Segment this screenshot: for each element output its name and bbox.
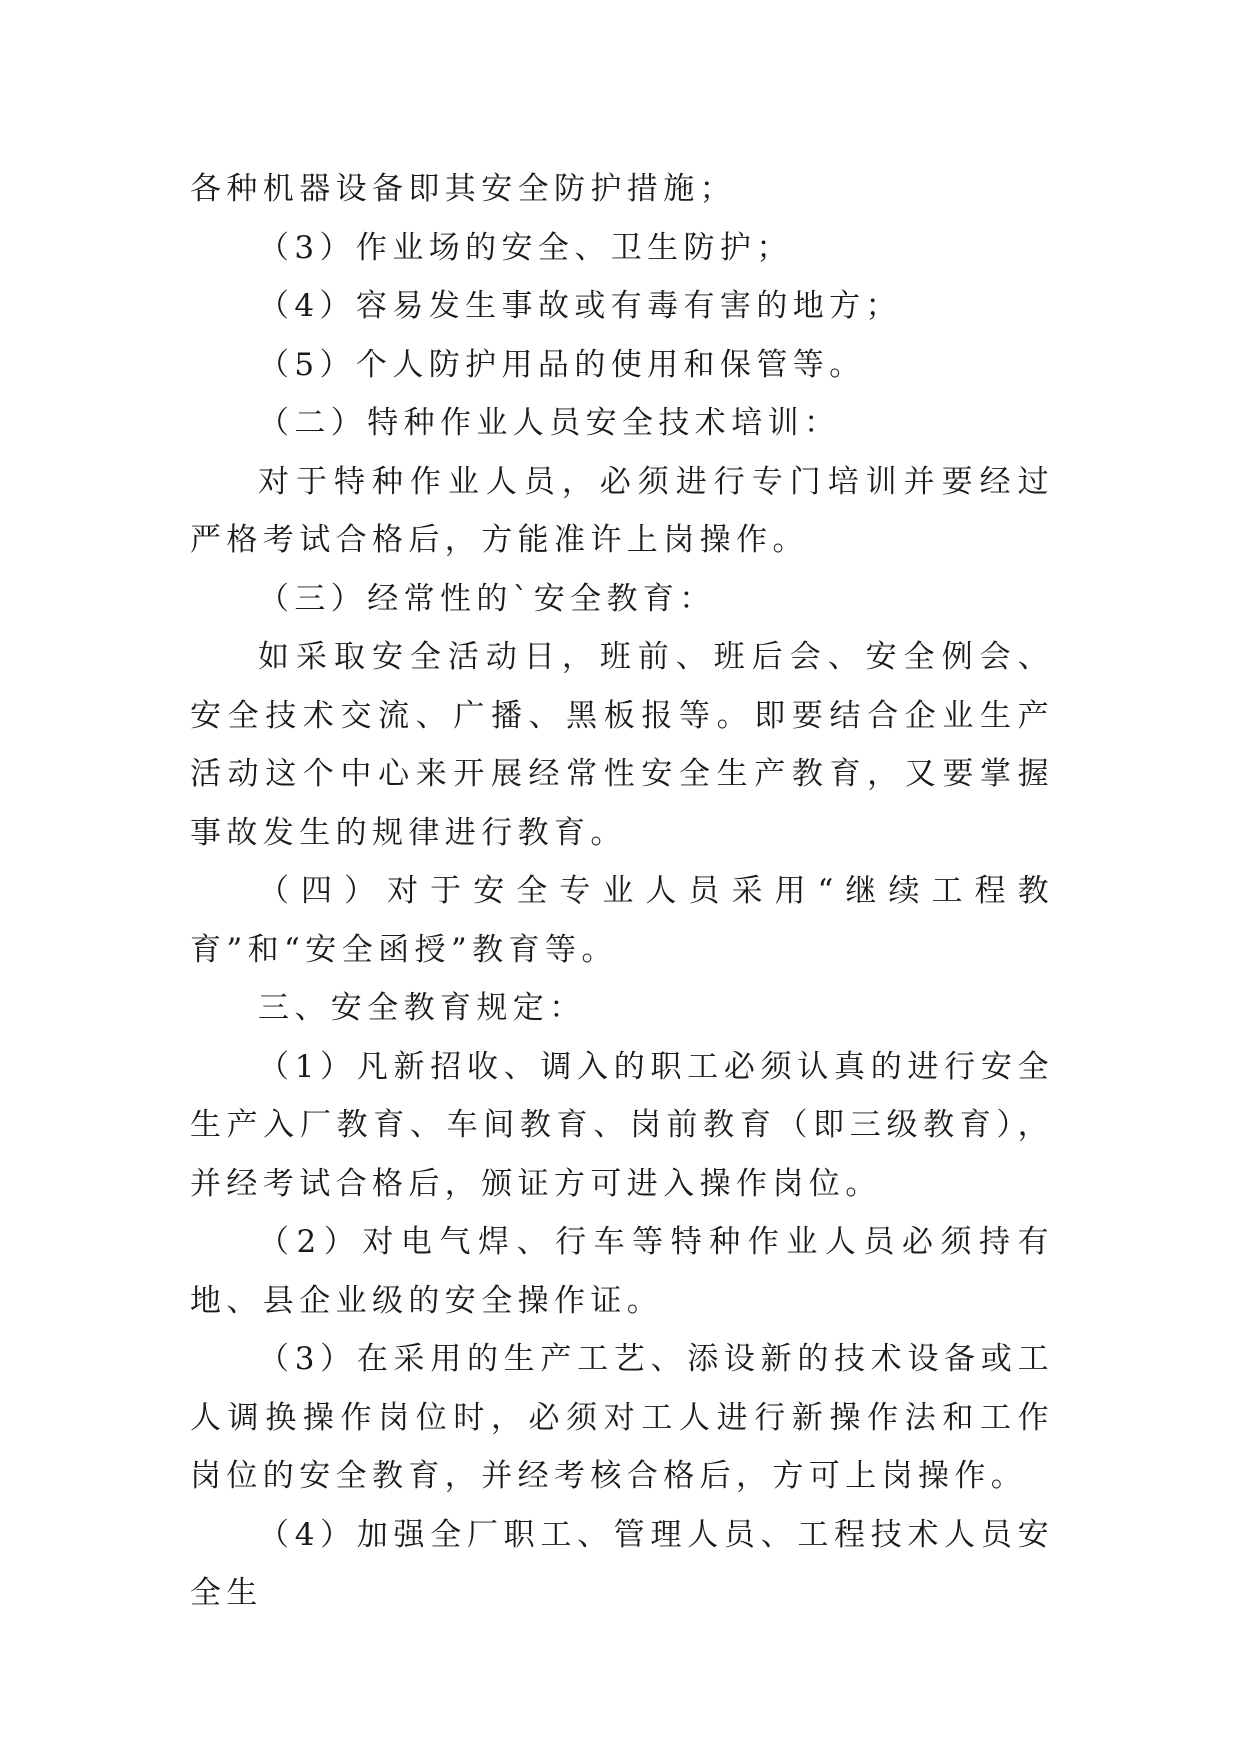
paragraph-continuation: 各种机器设备即其安全防护措施； bbox=[190, 171, 736, 207]
paragraph-item-3: （3）作业场的安全、卫生防护； bbox=[258, 229, 793, 266]
section-heading-regular-education: （三）经常性的`安全教育： bbox=[258, 580, 716, 617]
regulation-item-4: （4）加强全厂职工、管理人员、工程技术人员安全生 bbox=[190, 1516, 1054, 1611]
paragraph-special-training: 对于特种作业人员，必须进行专门培训并要经过严格考试合格后，方能准许上岗操作。 bbox=[190, 463, 1054, 558]
paragraph-safety-professionals: （四）对于安全专业人员采用“继续工程教育”和“安全函授”教育等。 bbox=[190, 873, 1054, 968]
paragraph-item-5: （5）个人防护用品的使用和保管等。 bbox=[258, 346, 866, 383]
section-heading-regulations: 三、安全教育规定： bbox=[258, 990, 586, 1026]
regulation-item-3: （3）在采用的生产工艺、添设新的技术设备或工人调换操作岗位时，必须对工人进行新操作法和工作岗位的安全教育，并经考核合格后，方可上岗操作。 bbox=[190, 1341, 1054, 1494]
paragraph-item-4: （4）容易发生事故或有毒有害的地方； bbox=[258, 288, 902, 324]
regulation-item-2: （2）对电气焊、行车等特种作业人员必须持有地、县企业级的安全操作证。 bbox=[190, 1224, 1054, 1319]
document-body bbox=[190, 160, 1054, 1623]
regulation-item-1: （1）凡新招收、调入的职工必须认真的进行安全生产入厂教育、车间教育、岗前教育（即三级教育），并经考试合格后，颁证方可进入操作岗位。 bbox=[190, 1048, 1054, 1202]
section-heading-special-training: （二）特种作业人员安全技术培训： bbox=[258, 405, 841, 441]
paragraph-regular-education: 如采取安全活动日，班前、班后会、安全例会、安全技术交流、广播、黑板报等。即要结合企业生产活动这个中心来开展经常性安全生产教育，又要掌握事故发生的规律进行教育。 bbox=[190, 639, 1054, 851]
